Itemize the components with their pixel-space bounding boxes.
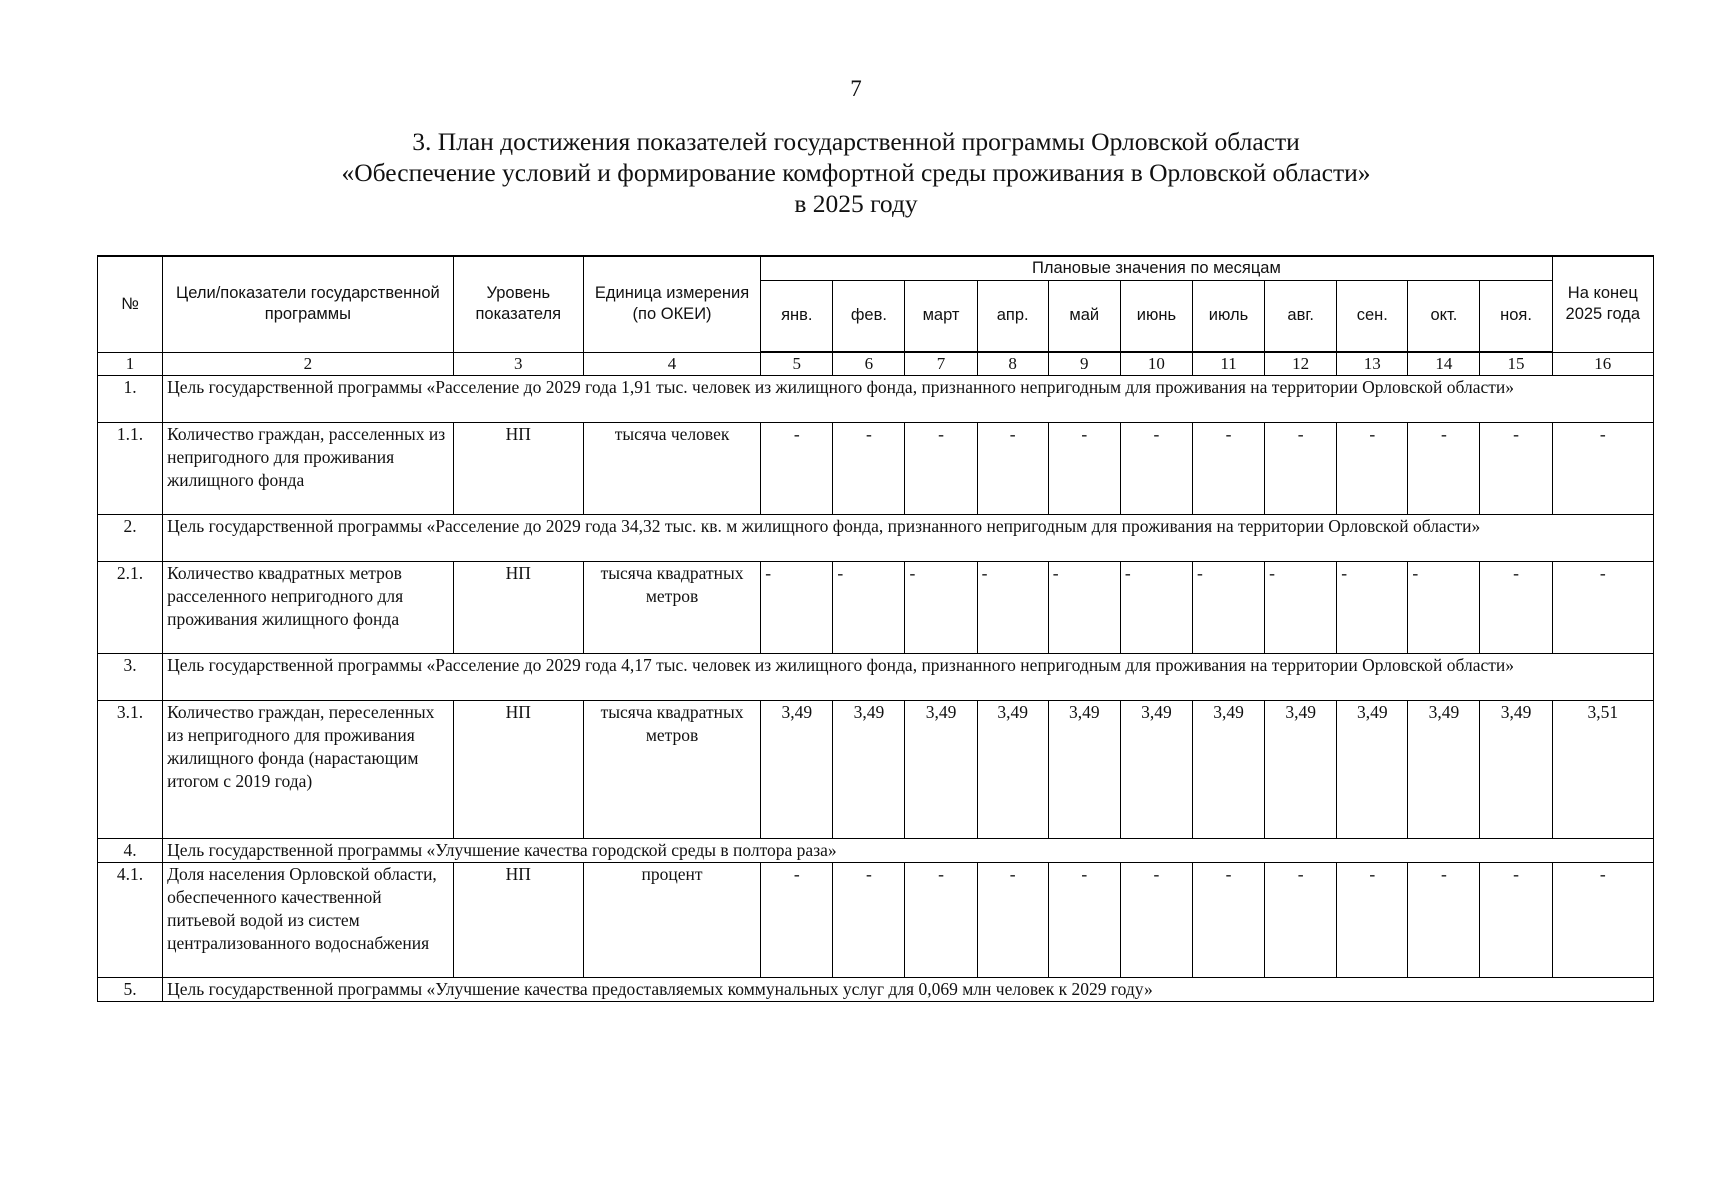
month-value: - <box>833 561 905 653</box>
column-number: 11 <box>1192 352 1264 375</box>
month-value: - <box>1480 561 1552 653</box>
column-number: 16 <box>1552 352 1653 375</box>
page-number: 7 <box>850 76 862 101</box>
goal-text: Цель государственной программы «Улучшение качества городской среды в полтора раза» <box>163 838 1654 862</box>
row-number: 3. <box>98 653 163 700</box>
end-of-year-value: 3,51 <box>1552 700 1653 838</box>
month-value: 3,49 <box>1120 700 1192 838</box>
indicator-level: НП <box>453 700 583 838</box>
header-month: июнь <box>1120 280 1192 352</box>
end-of-year-value: - <box>1552 422 1653 514</box>
indicator-unit: тысяча квадратных метров <box>583 561 760 653</box>
row-number: 4.1. <box>98 862 163 977</box>
indicator-unit: тысяча квадратных метров <box>583 700 760 838</box>
month-value: - <box>1408 561 1480 653</box>
indicator-level: НП <box>453 561 583 653</box>
row-number: 3.1. <box>98 700 163 838</box>
month-value: - <box>833 422 905 514</box>
header-month: фев. <box>833 280 905 352</box>
column-number: 14 <box>1408 352 1480 375</box>
month-value: - <box>1120 561 1192 653</box>
month-value: - <box>1337 862 1408 977</box>
month-value: - <box>1120 862 1192 977</box>
column-numbers-row <box>98 352 1654 375</box>
month-value: - <box>905 862 977 977</box>
column-number: 12 <box>1265 352 1337 375</box>
month-value: - <box>1265 422 1337 514</box>
month-value: 3,49 <box>1192 700 1264 838</box>
end-of-year-value: - <box>1552 862 1653 977</box>
month-value: 3,49 <box>1048 700 1120 838</box>
title-line-1: 3. План достижения показателей государственной программы Орловской области <box>412 127 1300 156</box>
month-value: 3,49 <box>761 700 833 838</box>
header-month: окт. <box>1408 280 1480 352</box>
header-month: март <box>905 280 977 352</box>
header-month: апр. <box>977 280 1048 352</box>
month-value: 3,49 <box>977 700 1048 838</box>
header-end-of-year: На конец 2025 года <box>1552 256 1653 352</box>
end-of-year-value: - <box>1552 561 1653 653</box>
month-value: - <box>1048 422 1120 514</box>
column-number: 10 <box>1120 352 1192 375</box>
indicator-row <box>98 700 1654 838</box>
header-month: май <box>1048 280 1120 352</box>
month-value: - <box>905 422 977 514</box>
column-number: 8 <box>977 352 1048 375</box>
header-month: ноя. <box>1480 280 1552 352</box>
month-value: - <box>1408 862 1480 977</box>
month-value: 3,49 <box>833 700 905 838</box>
month-value: - <box>1192 561 1264 653</box>
goal-text: Цель государственной программы «Расселение до 2029 года 4,17 тыс. человек из жилищного фонда, признанного непригодным для проживания на территории Орловской области» <box>163 653 1654 700</box>
month-value: - <box>1048 862 1120 977</box>
header-unit: Единица измерения (по ОКЕИ) <box>583 256 760 352</box>
month-value: - <box>1337 422 1408 514</box>
column-number: 2 <box>163 352 454 375</box>
column-number: 5 <box>761 352 833 375</box>
header-month: авг. <box>1265 280 1337 352</box>
indicator-row <box>98 862 1654 977</box>
month-value: - <box>977 561 1048 653</box>
column-number: 13 <box>1337 352 1408 375</box>
month-value: - <box>977 862 1048 977</box>
header-num: № <box>98 256 163 352</box>
goal-row <box>98 653 1654 700</box>
month-value: - <box>977 422 1048 514</box>
row-number: 2. <box>98 514 163 561</box>
title-line-3: в 2025 году <box>794 189 918 218</box>
title-line-2: «Обеспечение условий и формирование комфортной среды проживания в Орловской области» <box>341 158 1371 187</box>
goal-text: Цель государственной программы «Расселение до 2029 года 34,32 тыс. кв. м жилищного фонда, признанного непригодным для проживания на территории Орловской области» <box>163 514 1654 561</box>
indicator-name: Количество квадратных метров расселенного непригодного для проживания жилищного фонда <box>163 561 454 653</box>
indicator-unit: тысяча человек <box>583 422 760 514</box>
header-goals: Цели/показатели государственной программы <box>163 256 454 352</box>
indicator-unit: процент <box>583 862 760 977</box>
month-value: - <box>1480 862 1552 977</box>
month-value: - <box>1192 862 1264 977</box>
indicator-row <box>98 561 1654 653</box>
goal-text: Цель государственной программы «Расселение до 2029 года 1,91 тыс. человек из жилищного фонда, признанного непригодным для проживания на территории Орловской области» <box>163 375 1654 422</box>
column-number: 15 <box>1480 352 1552 375</box>
indicator-row <box>98 422 1654 514</box>
month-value: - <box>1337 561 1408 653</box>
document-title <box>0 126 1712 219</box>
month-value: - <box>1192 422 1264 514</box>
month-value: - <box>1048 561 1120 653</box>
month-value: - <box>1265 862 1337 977</box>
row-number: 1.1. <box>98 422 163 514</box>
row-number: 2.1. <box>98 561 163 653</box>
row-number: 4. <box>98 838 163 862</box>
goal-text: Цель государственной программы «Улучшение качества предоставляемых коммунальных услуг для 0,069 млн человек к 2029 году» <box>163 977 1654 1001</box>
indicator-name: Количество граждан, расселенных из непригодного для проживания жилищного фонда <box>163 422 454 514</box>
month-value: - <box>761 422 833 514</box>
month-value: - <box>761 862 833 977</box>
indicator-name: Количество граждан, переселенных из непригодного для проживания жилищного фонда (нарастающим итогом с 2019 года) <box>163 700 454 838</box>
indicator-name: Доля населения Орловской области, обеспеченного качественной питьевой водой из систем централизованного водоснабжения <box>163 862 454 977</box>
goal-row <box>98 375 1654 422</box>
month-value: - <box>833 862 905 977</box>
header-month: янв. <box>761 280 833 352</box>
goal-row <box>98 977 1654 1001</box>
month-value: 3,49 <box>1480 700 1552 838</box>
row-number: 1. <box>98 375 163 422</box>
indicator-level: НП <box>453 862 583 977</box>
header-month: июль <box>1192 280 1264 352</box>
month-value: 3,49 <box>1337 700 1408 838</box>
column-number: 7 <box>905 352 977 375</box>
column-number: 6 <box>833 352 905 375</box>
header-level: Уровень показателя <box>453 256 583 352</box>
column-number: 4 <box>583 352 760 375</box>
row-number: 5. <box>98 977 163 1001</box>
indicators-table <box>97 255 1654 1002</box>
month-value: - <box>761 561 833 653</box>
month-value: - <box>1408 422 1480 514</box>
month-value: - <box>1480 422 1552 514</box>
header-month: сен. <box>1337 280 1408 352</box>
column-number: 1 <box>98 352 163 375</box>
header-monthly-group: Плановые значения по месяцам <box>761 256 1552 280</box>
column-number: 9 <box>1048 352 1120 375</box>
table-header <box>98 256 1654 352</box>
goal-row <box>98 514 1654 561</box>
month-value: 3,49 <box>1408 700 1480 838</box>
indicator-level: НП <box>453 422 583 514</box>
month-value: - <box>905 561 977 653</box>
table-body <box>98 352 1654 1001</box>
month-value: 3,49 <box>1265 700 1337 838</box>
month-value: - <box>1120 422 1192 514</box>
column-number: 3 <box>453 352 583 375</box>
goal-row <box>98 838 1654 862</box>
month-value: - <box>1265 561 1337 653</box>
month-value: 3,49 <box>905 700 977 838</box>
